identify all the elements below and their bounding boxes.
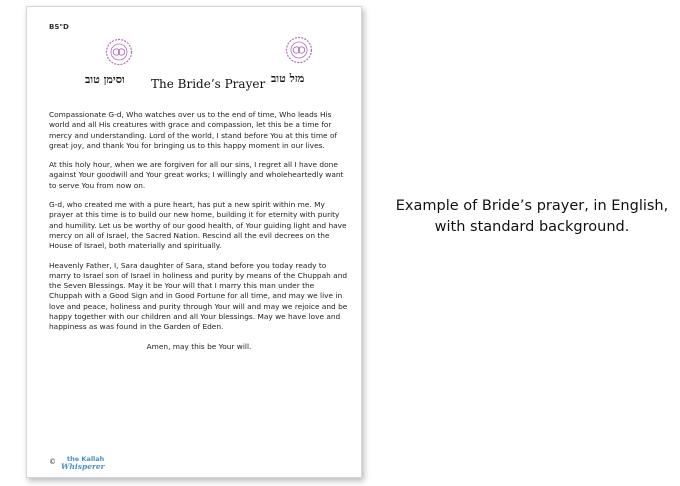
kallah-whisperer-logo (61, 453, 111, 473)
wedding-seal-icon (285, 36, 313, 64)
hebrew-blessing-right: מזל טוב (271, 72, 305, 85)
logo-text-top: the Kallah (67, 455, 105, 463)
document-title: The Bride’s Prayer (151, 77, 266, 91)
prayer-body (49, 110, 349, 361)
wedding-seal-icon (105, 38, 133, 66)
caption-line-1: Example of Bride’s prayer, in English, (395, 198, 669, 214)
logo-text-bottom: Whisperer (61, 462, 105, 471)
prayer-closing: Amen, may this be Your will. (146, 341, 252, 351)
caption-line-2: with standard background. (434, 219, 630, 235)
prayer-paragraph: Heavenly Father, I, Sara daughter of Sara, stand before you today ready to marry to Israel son of Israel in holiness and purity by means of the Chuppah and the Seven Blessings. May it be Your will that I marry this man under the Chuppah with a Good Sign and in Good Fortune for all time, and may we live in love and peace, holiness and purity through Your will and may we rejoice and be happy together with our children and all Your blessings. May we have love and happiness as was found in the Garden of Eden. (49, 260, 348, 332)
header-mark: BS"D (49, 23, 69, 31)
prayer-paragraph: G-d, who created me with a pure heart, has put a new spirit within me. My prayer at this time is to build our new home, building it for eternity with purity and humility. Let us be worthy of our good health, of Your guiding light and have mercy on all of Israel, the Sacred Nation. Rescind all the evil decrees on the House of Israel, both materially and spiritually. (49, 200, 347, 251)
prayer-paragraph: At this holy hour, when we are forgiven for all our sins, I regret all I have done against Your goodwill and Your great works; I willingly and wholeheartedly want to serve You from now on. (49, 160, 344, 190)
prayer-paragraph: Compassionate G-d, Who watches over us to the end of time, Who leads His world and all His creatures with grace and compassion, let this be a time for mercy and understanding. Lord of the world, I stand before You at this time of great joy, and thank You for bringing us to this happy moment in our lives. (49, 110, 338, 150)
caption (386, 196, 678, 238)
hebrew-blessing-left: וסימן טוב (85, 73, 125, 86)
copyright-symbol: © (49, 458, 56, 466)
prayer-document (26, 6, 362, 478)
